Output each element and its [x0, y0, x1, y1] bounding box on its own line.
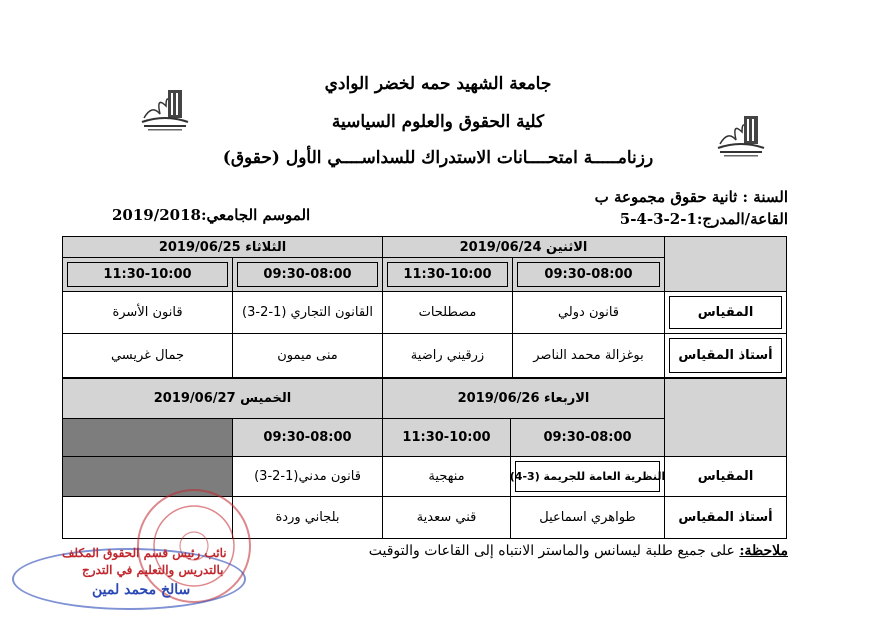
- signature-name: سالخ محمد لمين: [92, 582, 191, 598]
- day-header: الثلاثاء 2019/06/25: [63, 237, 383, 258]
- teacher-cell: زرقيني راضية: [383, 334, 513, 378]
- faculty-name: كلية الحقوق والعلوم السياسية: [331, 112, 545, 132]
- subject-cell: قانون مدني(1-2-3): [233, 457, 383, 497]
- teacher-cell: جمال غريسي: [63, 334, 233, 378]
- subject-cell: النظرية العامة للجريمة (3-4): [511, 457, 665, 497]
- stamp-line-2: بالتدريس والتعليم في التدرج: [82, 563, 224, 577]
- time-slot: 09:30-08:00: [513, 258, 665, 292]
- teacher-cell: قني سعدية: [383, 497, 511, 539]
- row-label-subject: المقياس: [665, 292, 787, 334]
- time-slot: 11:30-10:00: [383, 419, 511, 457]
- time-slot: 09:30-08:00: [511, 419, 665, 457]
- empty-slot: [63, 419, 233, 457]
- time-slot: 11:30-10:00: [63, 258, 233, 292]
- subject-cell: القانون التجاري (1-2-3): [233, 292, 383, 334]
- row-label-teacher: أستاذ المقياس: [665, 334, 787, 378]
- teacher-cell: منى ميمون: [233, 334, 383, 378]
- subject-cell: قانون دولي: [513, 292, 665, 334]
- teacher-cell: بلجاني وردة: [233, 497, 383, 539]
- page-title: رزنامـــــة امتحــــانات الاستدراك للسداســــي الأول (حقوق): [222, 148, 654, 168]
- time-slot: 11:30-10:00: [383, 258, 513, 292]
- subject-cell: قانون الأسرة: [63, 292, 233, 334]
- rooms-label: القاعة/المدرج:1-2-3-4-5: [619, 210, 788, 228]
- subject-cell: منهجية: [383, 457, 511, 497]
- time-slot: 09:30-08:00: [233, 419, 383, 457]
- academic-season-label: الموسم الجامعي:2019/2018: [112, 206, 311, 224]
- day-header: الخميس 2019/06/27: [63, 379, 383, 419]
- row-label-teacher: أستاذ المقياس: [665, 497, 787, 539]
- day-header: الاربعاء 2019/06/26: [383, 379, 665, 419]
- schedule-table-week1: [62, 236, 787, 378]
- note-line: [369, 543, 788, 559]
- teacher-cell: بوغزالة محمد الناصر: [513, 334, 665, 378]
- teacher-cell: طواهري اسماعيل: [511, 497, 665, 539]
- year-group-label: السنة : ثانية حقوق مجموعة ب: [594, 188, 788, 206]
- day-header: الاثنين 2019/06/24: [383, 237, 665, 258]
- row-label-subject: المقياس: [665, 457, 787, 497]
- university-name: جامعة الشهيد حمه لخضر الوادي: [324, 74, 552, 94]
- note-text: على جميع طلبة ليسانس والماستر الانتباه إلى القاعات والتوقيت: [368, 543, 735, 559]
- stamp-line-1: نائب رئيس قسم الحقوق المكلف: [62, 546, 227, 560]
- subject-cell: مصطلحات: [383, 292, 513, 334]
- corner-cell: [665, 379, 787, 457]
- note-label: ملاحظة:: [739, 543, 788, 559]
- corner-cell: [665, 237, 787, 292]
- time-slot: 09:30-08:00: [233, 258, 383, 292]
